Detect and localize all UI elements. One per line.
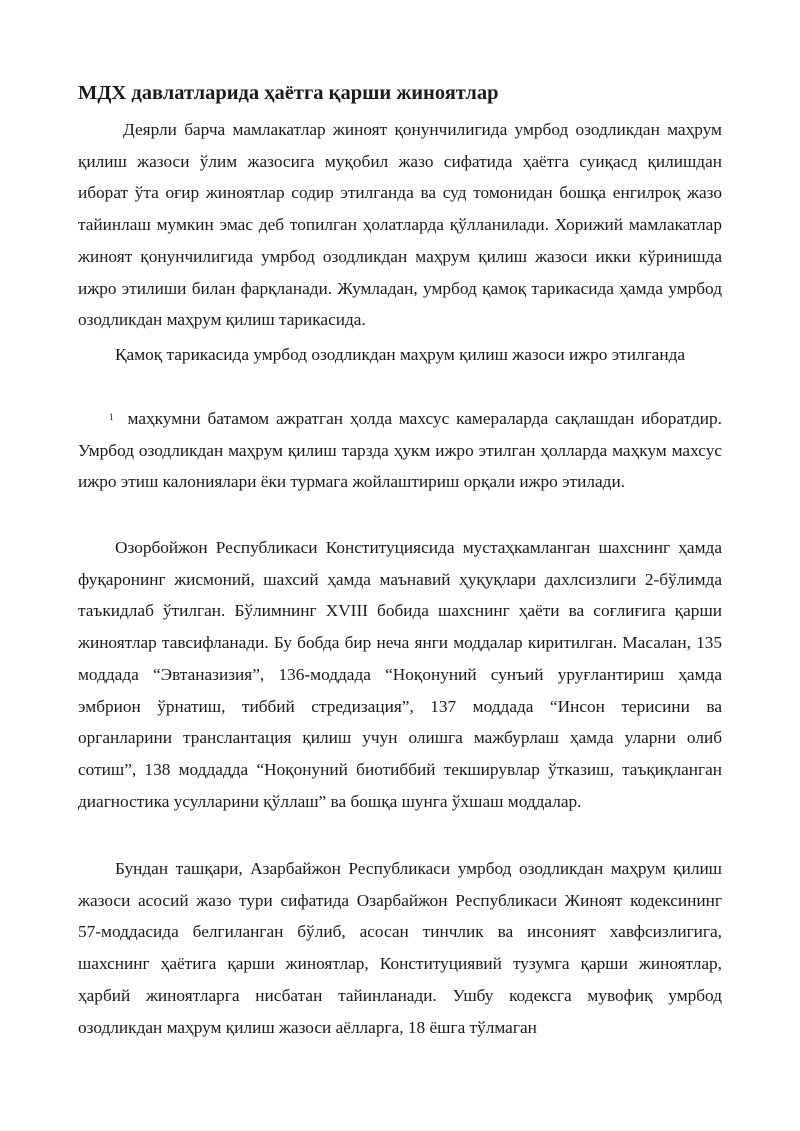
paragraph-azerbaijan-criminal-code: Бундан ташқари, Азарбайжон Республикаси умрбод озодликдан маҳрум қилиш жазоси асосий жазо тури сифатида Озарбайжон Республикаси Жиноят кодексининг 57-моддасида белгиланган бўлиб, асосан тинчлик ва инсоният хавфсизлигига, шахснинг ҳаётига қарши жиноятлар, Конституциявий тузумга қарши жиноятлар, ҳарбий жиноятларга нисбатан тайинланади. Ушбу кодексга мувофиқ умрбод озодликдан маҳрум қилиш жазоси аёлларга, 18 ёшга тўлмаган xyxy=(78,859,722,1037)
section-heading: МДХ давлатларида ҳаётга қарши жиноятлар xyxy=(78,82,499,104)
paragraph-isolation-continuation xyxy=(78,402,722,498)
paragraph-life-imprisonment-general: Деярли барча мамлакатлар жиноят қонунчилигида умрбод озодликдан маҳрум қилиш жазоси ўлим жазосига муқобил жазо сифатида ҳаётга суиқасд қилишдан иборат ўта оғир жиноятлар содир этилганда ва суд томонидан бошқа енгилроқ жазо тайинлаш мумкин эмас деб топилган ҳолатларда қўлланилади. Хорижий мамлакатлар жиноят қонунчилигида умрбод озодликдан маҳрум қилиш жазоси икки кўринишда ижро этилиши билан фарқланади. Жумладан, умрбод қамоқ тарикасида ҳамда умрбод озодликдан маҳрум қилиш тарикасида. xyxy=(78,120,722,330)
paragraph-arrest-form: Қамоқ тарикасида умрбод озодликдан маҳрум қилиш жазоси ижро этилганда xyxy=(115,345,686,364)
paragraph-azerbaijan-constitution: Озорбойжон Республикаси Конституциясида мустаҳкамланган шахснинг ҳамда фуқаронинг жисмоний, шахсий ҳамда маънавий ҳуқуқлари дахлсизлиги 2-бўлимда таъкидлаб ўтилган. Бўлимнинг XVIII бобида шахснинг ҳаёти ва соғлиғига қарши жиноятлар тавсифланади. Бу бобда бир неча янги моддалар киритилган. Масалан, 135 моддада “Эвтаназизия”, 136-моддада “Ноқонуний сунъий уруғлантириш ҳамда эмбрион ўрнатиш, тиббий стредизация”, 137 моддада “Инсон терисини ва органларини транслантация қилиш учун олишга мажбурлаш ҳамда уларни олиб сотиш”, 138 моддадда “Ноқонуний биотиббий текширувлар ўтказиш, таъқиқланган диагностика усулларини қўллаш” ва бошқа шунга ўхшаш моддалар. xyxy=(78,538,722,811)
paragraph-isolation-text: маҳкумни батамом ажратган ҳолда махсус камераларда сақлашдан иборатдир. Умрбод озодликдан маҳрум қилиш тарзда ҳукм ижро этилган ҳолларда маҳкум махсус ижро этиш калониялари ёки турмага жойлаштириш орқали ижро этилади. xyxy=(78,409,722,492)
footnote-marker: 1 xyxy=(109,412,114,422)
